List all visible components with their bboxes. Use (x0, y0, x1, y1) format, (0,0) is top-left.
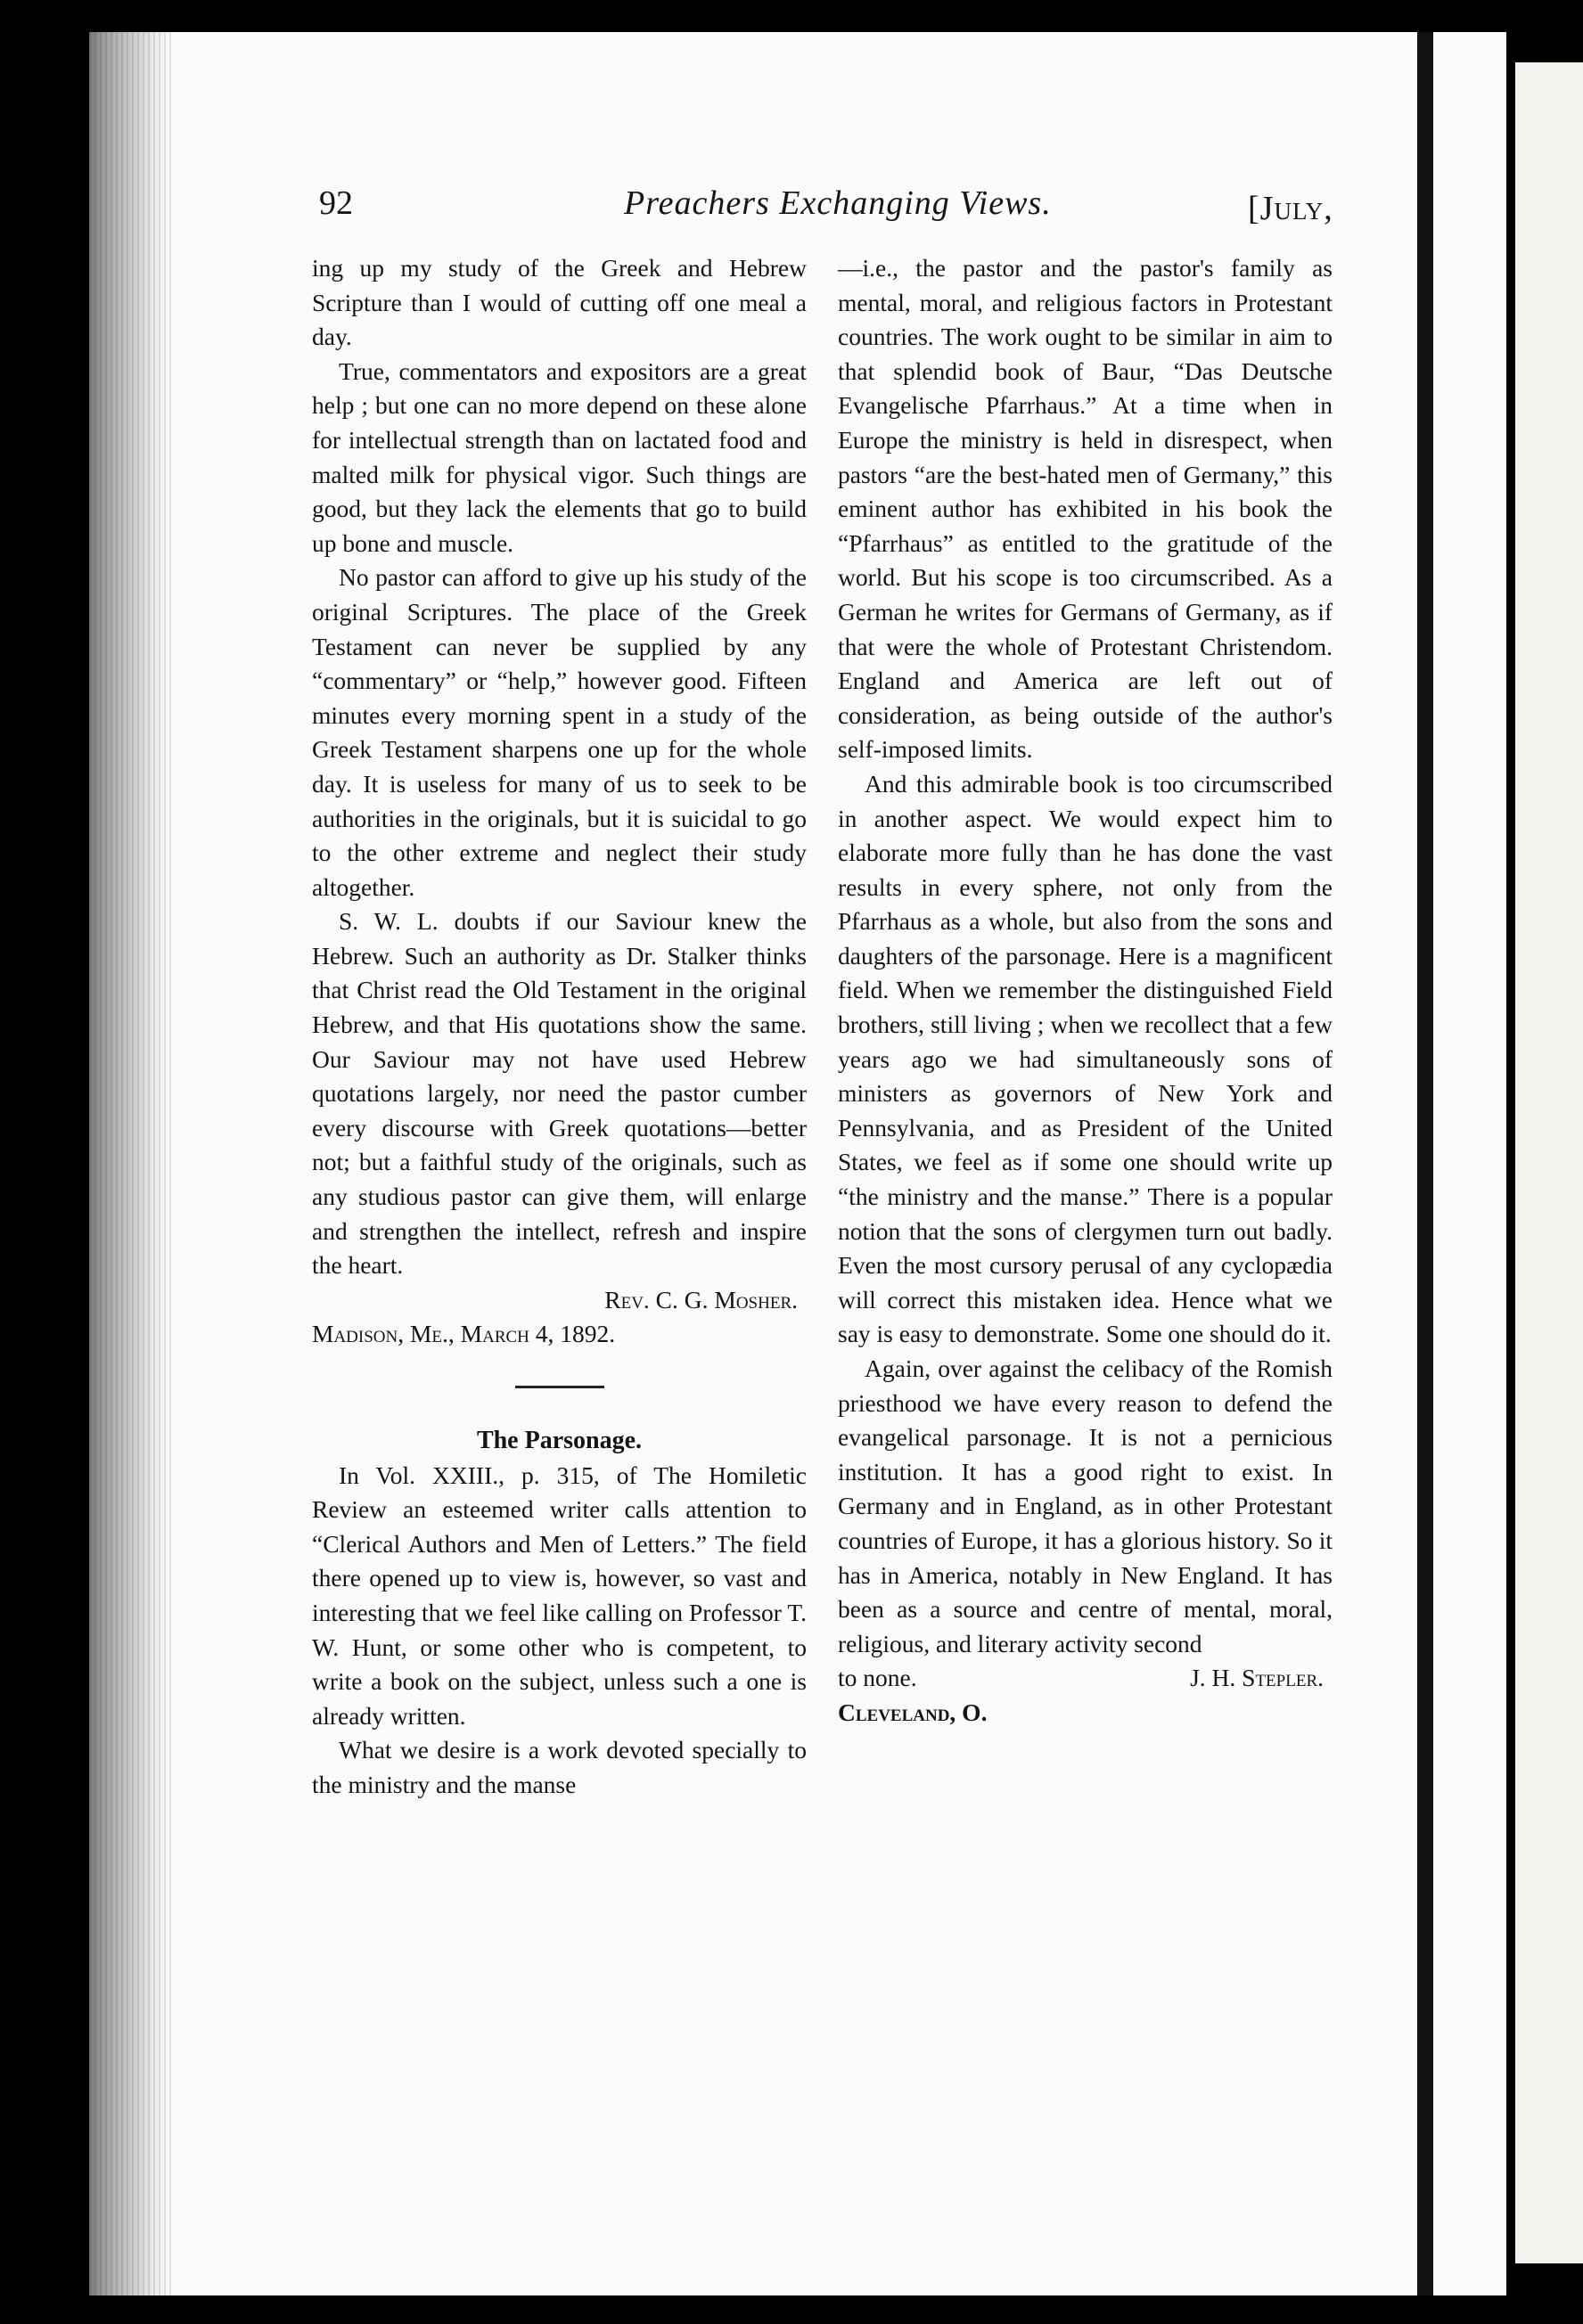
section-title: The Parsonage. (476, 1427, 643, 1454)
paragraph: And this admirable book is too circumscribed in another aspect. We would expect him to elaborate more fully than he has done the vast results in every sphere, not only from the Pfarrhaus as a whole, but also from the sons and daughters of the parsonage. Here is a magnificent field. When we remember the distinguished Field brothers, still living ; when we recollect that a few years ago we had simultaneously sons of ministers as governors of New York and Pennsylvania, and as President of the United States, we feel as if some one should write up “the ministry and the manse.” There is a popular notion that the sons of clergymen turn out badly. Even the most cursory perusal of any cyclopædia will correct this mistaken idea. Hence what we say is easy to demonstrate. Some one should do it. (838, 769, 1333, 1348)
page-number: 92 (319, 184, 353, 222)
closing-text: to none. (838, 1664, 917, 1692)
dateline: Madison, Me., March 4, 1892. (312, 1320, 616, 1348)
adjacent-page-edge (1515, 62, 1583, 2263)
paragraph: What we desire is a work devoted specially to the ministry and the manse (312, 1736, 807, 1798)
running-title: Preachers Exchanging Views. (624, 184, 1052, 222)
right-column (838, 251, 1333, 1731)
paragraph: Again, over against the celibacy of the Romish priesthood we have every reason to defend the evangelical parsonage. It is not a pernicious institution. It has a good right to exist. In Germany and in England, as in other Protestant countries of Europe, it has a glorious history. So it has in America, notably in New England. It has been as a source and centre of mental, moral, religious, and literary activity second (838, 1354, 1333, 1657)
paragraph: True, commentators and expositors are a great help ; but one can no more depend on these alone for intellectual strength than on lactated food and malted milk for physical vigor. Such things are good, but they lack the elements that go to build up bone and muscle. (312, 356, 807, 557)
book-page (89, 32, 1506, 2295)
dateline: Cleveland, O. (838, 1698, 988, 1726)
section-divider (515, 1386, 604, 1388)
left-column (312, 251, 807, 1803)
signature: J. H. Stepler. (1190, 1664, 1324, 1692)
header-date: [July, (1248, 190, 1333, 227)
paragraph: S. W. L. doubts if our Saviour knew the Hebrew. Such an authority as Dr. Stalker thinks that Christ read the Old Testament in the original Hebrew, and that His quotations show the same. Our Saviour may not have used Hebrew quotations largely, nor need the pastor cumber every discourse with Greek quotations—better not; but a faithful study of the originals, such as any studious pastor can give them, will enlarge and strengthen the intellect, refresh and inspire the heart. (312, 907, 807, 1280)
paragraph: —i.e., the pastor and the pastor's family as mental, moral, and religious factors in Protestant countries. The work ought to be similar in aim to that splendid book of Baur, “Das Deutsche Evangelische Pfarrhaus.” At a time when in Europe the ministry is held in disrespect, when pastors “are the best-hated men of Germany,” this eminent author has exhibited in his book the “Pfarrhaus” as entitled to the gratitude of the world. But his scope is too circumscribed. As a German he writes for Germans of Germany, as if that were the whole of Protestant Christendom. England and America are left out of consideration, as being outside of the author's self-imposed limits. (838, 254, 1333, 764)
paragraph: No pastor can afford to give up his study of the original Scriptures. The place of the Greek Testament can never be supplied by any “commentary” or “help,” however good. Fifteen minutes every morning spent in a study of the Greek Testament sharpens one up for the whole day. It is useless for many of us to seek to be authorities in the originals, but it is suicidal to go to the other extreme and neglect their study altogether. (312, 563, 807, 901)
page-header (89, 157, 1506, 228)
paragraph: In Vol. XXIII., p. 315, of The Homiletic Review an esteemed writer calls attention to “Clerical Authors and Men of Letters.” The field there opened up to view is, however, so vast and interesting that we feel like calling on Professor T. W. Hunt, or some other who is competent, to write a book on the subject, unless such a one is already written. (312, 1461, 807, 1730)
paragraph: ing up my study of the Greek and Hebrew Scripture than I would of cutting off one meal a day. (312, 254, 807, 351)
signature-line (838, 1661, 1333, 1696)
book-gutter (1417, 32, 1433, 2295)
page-edge-stack (89, 32, 171, 2295)
signature: Rev. C. G. Mosher. (604, 1285, 798, 1313)
